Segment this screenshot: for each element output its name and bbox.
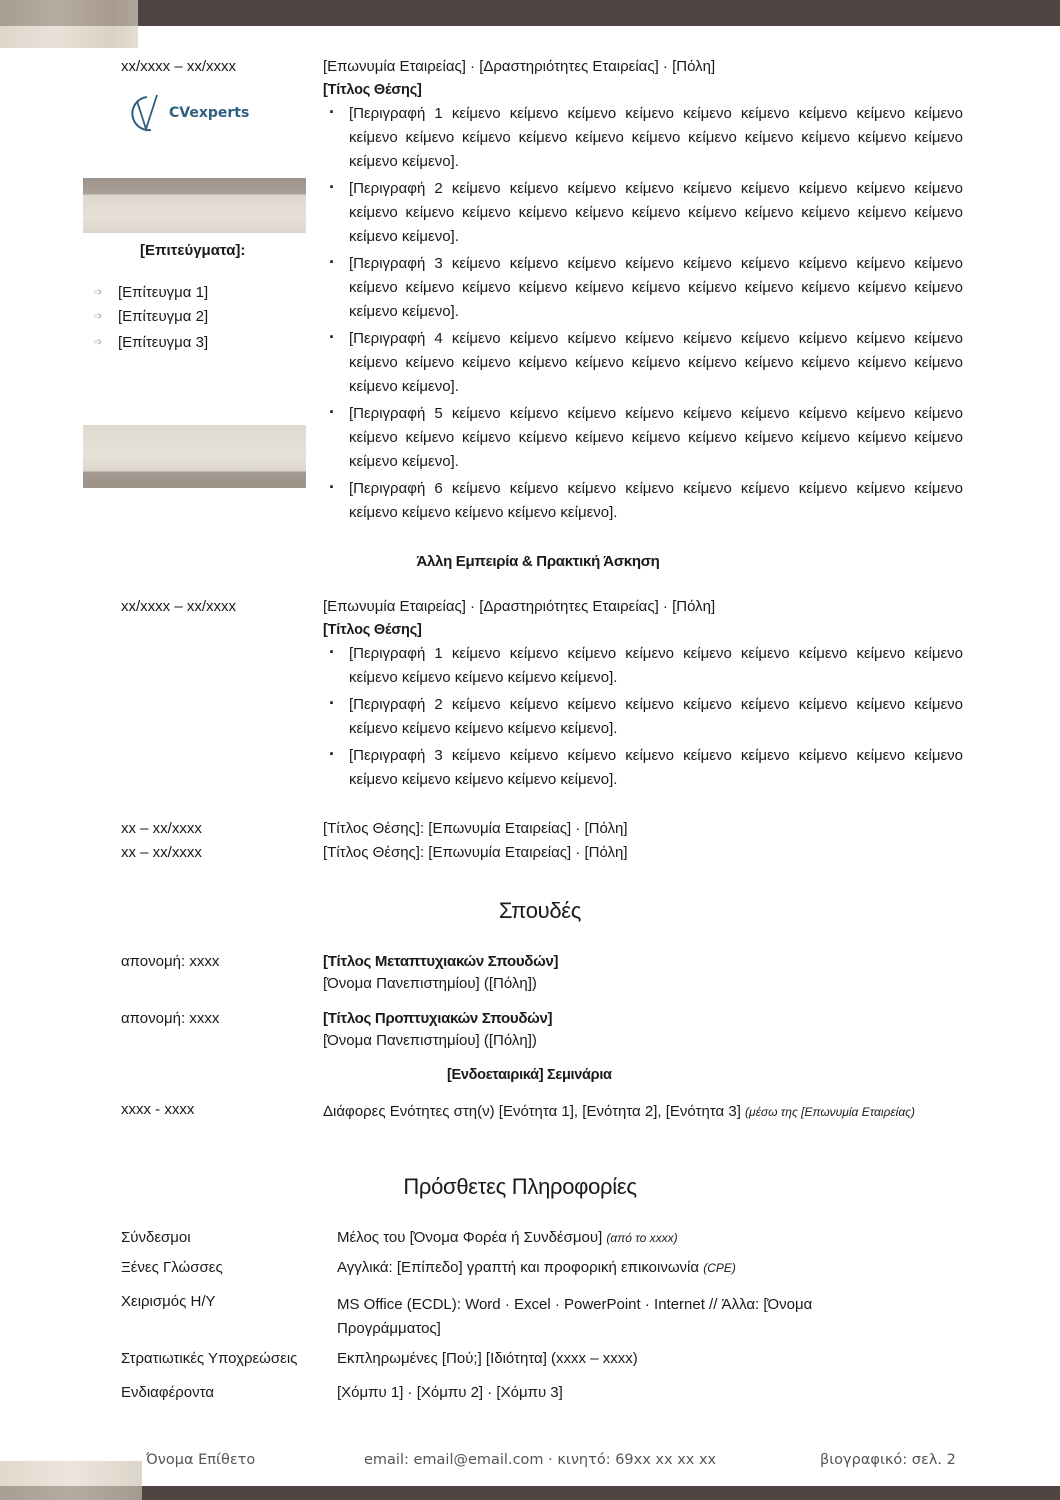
education-entry (323, 953, 558, 992)
info-value: Αγγλικά: [Επίπεδο] γραπτή και προφορική επικοινωνία (CPE) (337, 1259, 736, 1276)
achievement-item: ➩ [Επίτευγμα 1] (94, 284, 209, 301)
education-title: Σπουδές (498, 898, 582, 923)
short-row-date: xx – xx/xxxx (121, 820, 202, 837)
job-bullets (323, 102, 963, 525)
short-row-text: [Τίτλος Θέσης]: [Επωνυμία Εταιρείας] · [Πόλη] (323, 844, 628, 861)
bullet-item: · [Περιγραφή 1 κείμενο κείμενο κείμενο κείμενο κείμενο κείμενο κείμενο κείμενο κείμενο κείμενο κείμενο κείμενο κείμενο κείμενο κείμενο κείμενο κείμενο κείμενο κείμενο κείμενο κείμενο κείμενο]. (323, 102, 963, 174)
other-experience-entry (323, 598, 963, 792)
info-label: Σύνδεσμοι (121, 1229, 191, 1246)
header-texture (0, 0, 138, 26)
bullet-item: · [Περιγραφή 3 κείμενο κείμενο κείμενο κείμενο κείμενο κείμενο κείμενο κείμενο κείμενο κείμενο κείμενο κείμενο κείμενο κείμενο]. (323, 744, 963, 792)
bullet-item: · [Περιγραφή 3 κείμενο κείμενο κείμενο κείμενο κείμενο κείμενο κείμενο κείμενο κείμενο κείμενο κείμενο κείμενο κείμενο κείμενο κείμενο κείμενο κείμενο κείμενο κείμενο κείμενο κείμενο κείμενο]. (323, 252, 963, 324)
bullet-item: · [Περιγραφή 1 κείμενο κείμενο κείμενο κείμενο κείμενο κείμενο κείμενο κείμενο κείμενο κείμενο κείμενο κείμενο κείμενο κείμενο]. (323, 642, 963, 690)
other-experience-date: xx/xxxx – xx/xxxx (121, 598, 237, 615)
seminars-title: [Ενδοεταιρικά] Σεμινάρια (447, 1067, 612, 1083)
bullet-item: · [Περιγραφή 4 κείμενο κείμενο κείμενο κείμενο κείμενο κείμενο κείμενο κείμενο κείμενο κείμενο κείμενο κείμενο κείμενο κείμενο κείμενο κείμενο κείμενο κείμενο κείμενο κείμενο κείμενο κείμενο]. (323, 327, 963, 399)
header-bar (138, 0, 1060, 26)
short-row-text: [Τίτλος Θέσης]: [Επωνυμία Εταιρείας] · [Πόλη] (323, 820, 628, 837)
side-texture-2 (83, 425, 306, 488)
bullet-item: · [Περιγραφή 6 κείμενο κείμενο κείμενο κείμενο κείμενο κείμενο κείμενο κείμενο κείμενο κείμενο κείμενο κείμενο κείμενο κείμενο]. (323, 477, 963, 525)
job-bullets (323, 642, 963, 792)
info-label: Ενδιαφέροντα (121, 1384, 215, 1401)
logo-text: CVexperts (169, 105, 250, 121)
degree-title: [Τίτλος Προπτυχιακών Σπουδών] (323, 1010, 553, 1027)
arrow-bullet-icon: ➩ (94, 336, 103, 348)
bullet-item: · [Περιγραφή 2 κείμενο κείμενο κείμενο κείμενο κείμενο κείμενο κείμενο κείμενο κείμενο κείμενο κείμενο κείμενο κείμενο κείμενο κείμενο κείμενο κείμενο κείμενο κείμενο κείμενο κείμενο κείμενο]. (323, 177, 963, 249)
seminars-entry (323, 1101, 943, 1123)
job-title: [Τίτλος Θέσης] (323, 622, 422, 638)
education-entry (323, 1010, 552, 1049)
side-texture-1 (83, 178, 306, 233)
footer-bar (142, 1486, 1060, 1500)
info-label: Ξένες Γλώσσες (121, 1259, 223, 1276)
other-experience-title: Άλλη Εμπειρία & Πρακτική Άσκηση (416, 553, 660, 570)
school-name: [Όνομα Πανεπιστημίου] ([Πόλη]) (323, 975, 537, 992)
bullet-item: · [Περιγραφή 5 κείμενο κείμενο κείμενο κείμενο κείμενο κείμενο κείμενο κείμενο κείμενο κείμενο κείμενο κείμενο κείμενο κείμενο κείμενο κείμενο κείμενο κείμενο κείμενο κείμενο κείμενο κείμενο]. (323, 402, 963, 474)
footer-name: Όνομα Επίθετο (146, 1452, 256, 1468)
additional-title: Πρόσθετες Πληροφορίες (403, 1174, 637, 1199)
company-line: [Επωνυμία Εταιρείας] · [Δραστηριότητες Εταιρείας] · [Πόλη] (323, 58, 716, 75)
arrow-bullet-icon: ➩ (94, 310, 103, 322)
experience-date: xx/xxxx – xx/xxxx (121, 58, 237, 75)
job-title: [Τίτλος Θέσης] (323, 82, 422, 98)
footer-texture (0, 1461, 142, 1486)
education-date: απονομή: xxxx (121, 953, 220, 970)
short-row-date: xx – xx/xxxx (121, 844, 202, 861)
achievement-item: ➩ [Επίτευγμα 3] (94, 334, 209, 351)
info-label: Χειρισμός Η/Υ (121, 1293, 216, 1310)
info-value: Μέλος του [Όνομα Φορέα ή Συνδέσμου] (από το xxxx) (337, 1229, 678, 1246)
seminars-date: xxxx - xxxx (121, 1101, 195, 1118)
footer-texture-dark (0, 1486, 142, 1500)
achievement-item: ➩ [Επίτευγμα 2] (94, 308, 209, 325)
header-texture-light (0, 26, 138, 48)
degree-title: [Τίτλος Μεταπτυχιακών Σπουδών] (323, 953, 559, 970)
seminars-text: Διάφορες Ενότητες στη(ν) [Ενότητα 1], [Ενότητα 2], [Ενότητα 3] (323, 1103, 741, 1120)
seminars-note: (μέσω της [Επωνυμία Εταιρείας) (745, 1105, 916, 1119)
achievements-title: [Επιτεύγματα]: (140, 242, 246, 259)
footer-contact: email: email@email.com · κινητό: 69xx xx xx xx (364, 1452, 717, 1468)
arrow-bullet-icon: ➩ (94, 286, 103, 298)
info-value: [Χόμπυ 1] · [Χόμπυ 2] · [Χόμπυ 3] (337, 1384, 563, 1401)
info-label: Στρατιωτικές Υποχρεώσεις (121, 1350, 298, 1367)
experience-entry (323, 58, 963, 525)
cv-logo-icon (127, 93, 165, 133)
education-date: απονομή: xxxx (121, 1010, 220, 1027)
logo (127, 93, 249, 133)
school-name: [Όνομα Πανεπιστημίου] ([Πόλη]) (323, 1032, 537, 1049)
footer-page-number: βιογραφικό: σελ. 2 (820, 1452, 956, 1468)
info-value: Εκπληρωμένες [Πού;] [Ιδιότητα] (xxxx – xxxx) (337, 1350, 638, 1367)
info-value: MS Office (ECDL): Word · Excel · PowerPoint · Internet // Άλλα: [Όνομα Προγράμματος] (337, 1296, 813, 1337)
company-line: [Επωνυμία Εταιρείας] · [Δραστηριότητες Εταιρείας] · [Πόλη] (323, 598, 716, 615)
bullet-item: · [Περιγραφή 2 κείμενο κείμενο κείμενο κείμενο κείμενο κείμενο κείμενο κείμενο κείμενο κείμενο κείμενο κείμενο κείμενο κείμενο]. (323, 693, 963, 741)
